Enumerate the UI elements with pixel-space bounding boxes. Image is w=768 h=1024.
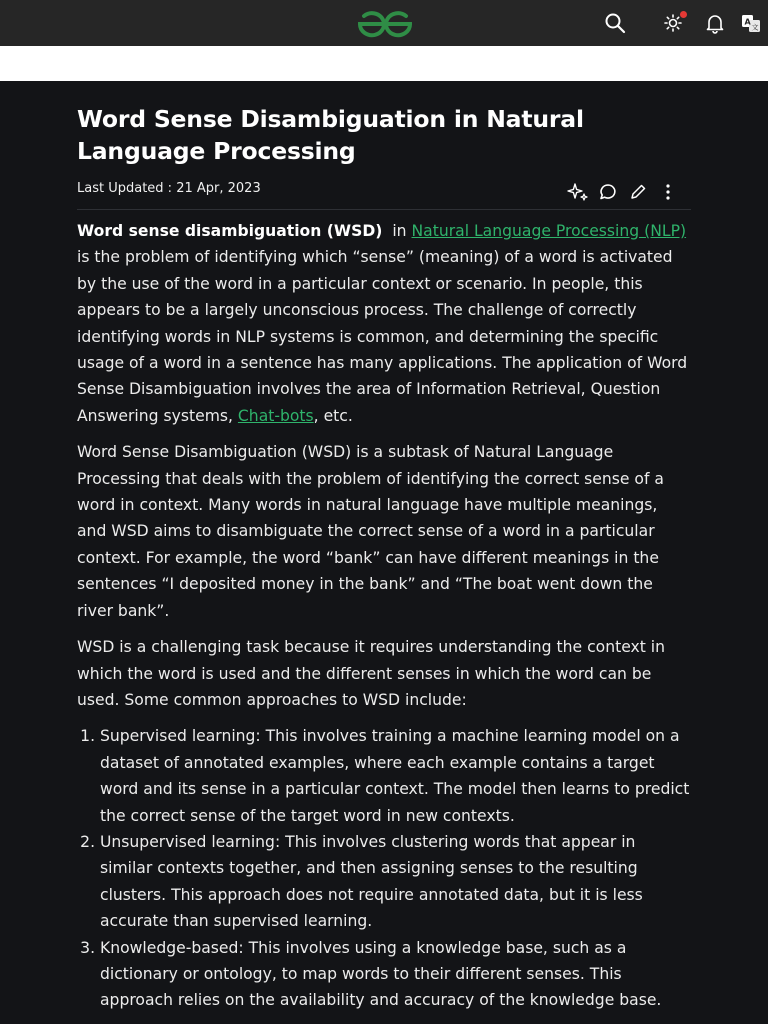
p1-pre-link: in [382,222,412,240]
search-icon[interactable] [604,12,626,34]
article-actions [561,179,681,205]
wsd-subtask-paragraph: Word Sense Disambiguation (WSD) is a subtask of Natural Language Processing that deals with the problem of identifying the correct sense of a word in context. Many words in natural language have multiple meanings, and WSD aims to disambiguate the correct sense of a word in a particular context. For example, the word “bank” can have different meanings in the sentences “I deposited money in the bank” and “The boat went down the river bank”. [77,443,664,620]
wsd-challenge-paragraph: WSD is a challenging task because it requires understanding the context in which the word is used and the different senses in which the word can be used. Some common approaches to WSD include: [77,638,666,709]
chatbots-link[interactable]: Chat-bots [237,406,314,425]
wsd-term: Word sense disambiguation (WSD) [77,222,383,240]
list-item: 1. Supervised learning: This involves training a machine learning model on a dataset of annotated examples, where each example contains a target word and its sense in a particular context. The model then learns to predict the correct sense of the target word in new contexts. [100,723,691,829]
last-updated [77,181,261,196]
approaches-list [77,723,691,1013]
intro-paragraph [77,218,691,429]
geeksforgeeks-logo[interactable] [354,10,416,38]
article-title: Word Sense Disambiguation in Natural Language Processing [77,105,584,165]
nlp-link[interactable]: Natural Language Processing (NLP) [411,222,687,240]
top-navigation-bar [0,0,768,46]
svg-text:文: 文 [751,23,759,32]
theme-toggle-icon[interactable] [662,12,684,34]
article [77,81,691,1014]
p1-end: , etc. [313,406,353,425]
ai-sparkle-icon[interactable] [565,179,591,205]
p1-body: is the problem of identifying which “sense” (meaning) of a word is activated by the use of the word in a particular context or scenario. In people, this appears to be a largely unconscious process. The challenge of correctly identifying words in NLP systems is common, and determining the specific usage of a word in a sentence has many applications. The application of Word Sense Disambiguation involves the area of Information Retrieval, Question Answering systems, [77,248,688,425]
more-options-icon[interactable] [655,179,681,205]
bell-icon[interactable] [704,12,726,34]
notification-dot [680,11,687,18]
list-item: 2. Unsupervised learning: This involves clustering words that appear in similar contexts together, and then assigning senses to the resulting clusters. This approach does not require annotated data, but it is less accurate than supervised learning. [100,829,691,935]
edit-pencil-icon[interactable] [625,179,651,205]
last-updated-label: Last Updated : [77,181,177,196]
translate-icon[interactable] [740,12,762,34]
svg-text:A: A [744,17,751,27]
article-meta [77,173,691,210]
last-updated-date: 21 Apr, 2023 [176,181,261,196]
ad-banner [0,46,768,81]
list-item: 3. Knowledge-based: This involves using a knowledge base, such as a dictionary or ontology, to map words to their different senses. This approach relies on the availability and accuracy of the knowledge base. [100,935,691,1014]
comment-icon[interactable] [595,179,621,205]
